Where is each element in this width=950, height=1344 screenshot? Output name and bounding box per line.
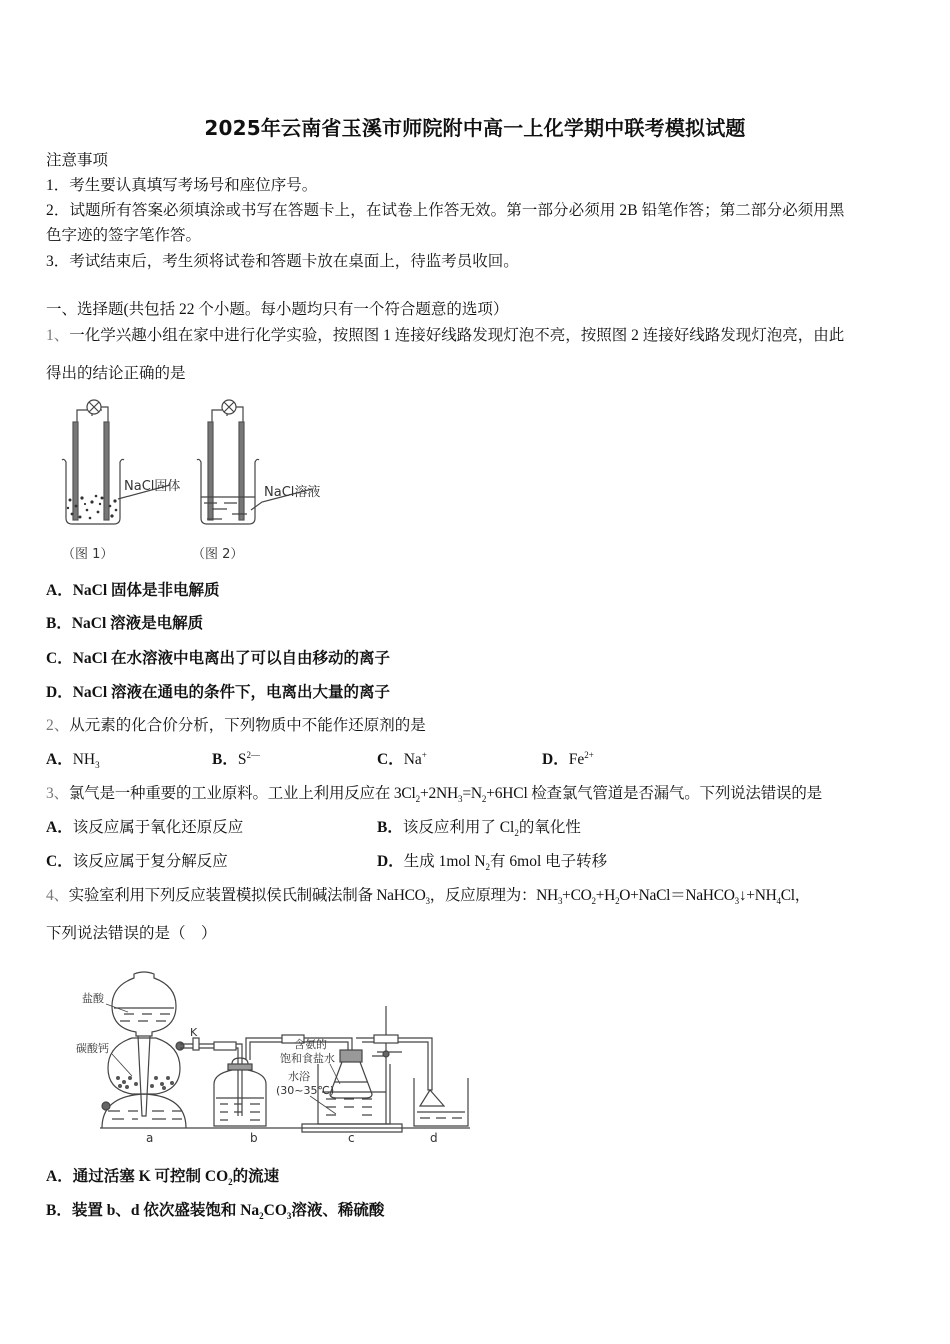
- label-stopcock-k: K: [190, 1026, 198, 1039]
- option-b[interactable]: B．NaCl 溶液是电解质: [46, 615, 204, 632]
- option-b[interactable]: B．该反应利用了 $Cl_2$的氧化性: [377, 819, 581, 839]
- option-a[interactable]: A．通过活塞 K 可控制 $CO_2$的流速: [46, 1168, 280, 1188]
- option-a[interactable]: A．该反应属于氧化还原反应: [46, 819, 244, 836]
- notice-item-2-cont: 色字迹的签字笔作答。: [46, 227, 202, 244]
- question-2-stem: 2、从元素的化合价分析，下列物质中不能作还原剂的是: [46, 717, 426, 734]
- label-bath-1: 水浴: [288, 1070, 310, 1083]
- option-d[interactable]: D．$Fe^{2+}$: [542, 749, 594, 768]
- label-nacl-solid: NaCl固体: [124, 479, 181, 494]
- question-3-stem: 3、氯气是一种重要的工业原料。工业上利用反应在 $3Cl_2+2NH_3=N_2+6HCl$ 检查氯气管道是否漏气。下列说法错误的是: [46, 785, 822, 805]
- question-4-stem: 4、实验室利用下列反应装置模拟侯氏制碱法制备 NaHCO$_3$，反应原理为：$NH_3+CO_2+H_2O+NaCl=NaHCO_3↓+NH_4Cl$，: [46, 887, 810, 907]
- question-1-stem: 1、一化学兴趣小组在家中进行化学实验，按照图 1 连接好线路发现灯泡不亮，按照图 2 连接好线路发现灯泡亮，由此: [46, 327, 845, 344]
- label-brine-1: 含氨的: [294, 1038, 327, 1051]
- question-1-figure: [52, 392, 342, 567]
- caption-d: d: [430, 1131, 438, 1145]
- option-b[interactable]: B．装置 b、d 依次盛装饱和 $Na_2CO_3$溶液、稀硫酸: [46, 1202, 385, 1222]
- option-c[interactable]: C．该反应属于复分解反应: [46, 853, 228, 870]
- notice-heading: 注意事项: [46, 152, 109, 169]
- notice-item-2: 2．试题所有答案必须填涂或书写在答题卡上，在试卷上作答无效。第一部分必须用 2B 铅笔作答；第二部分必须用黑: [46, 202, 845, 219]
- caption-fig-1: （图 1）: [62, 547, 114, 562]
- option-a[interactable]: A．$NH_3$: [46, 751, 100, 771]
- caption-b: b: [250, 1131, 258, 1145]
- question-4-figure: [72, 966, 477, 1148]
- question-1-stem-cont: 得出的结论正确的是: [46, 365, 186, 382]
- question-number: 1、: [46, 327, 70, 344]
- option-d[interactable]: D．NaCl 溶液在通电的条件下，电离出大量的离子: [46, 684, 391, 701]
- caption-a: a: [146, 1131, 154, 1145]
- label-brine-2: 饱和食盐水: [280, 1052, 335, 1065]
- label-hcl: 盐酸: [82, 992, 104, 1005]
- label-nacl-solution: NaCl溶液: [264, 485, 321, 500]
- caption-c: c: [348, 1131, 355, 1145]
- option-d[interactable]: D．生成 1mol $N_2$有 6mol 电子转移: [377, 853, 608, 873]
- section-heading: 一、选择题(共包括 22 个小题。每小题均只有一个符合题意的选项）: [46, 301, 509, 318]
- option-b[interactable]: B．$S^{2—}$: [212, 749, 260, 768]
- caption-fig-2: （图 2）: [192, 547, 244, 562]
- electrolyte-diagram: [52, 392, 342, 567]
- option-c[interactable]: C．NaCl 在水溶液中电离出了可以自由移动的离子: [46, 650, 391, 667]
- notice-item-1: 1．考生要认真填写考场号和座位序号。: [46, 177, 318, 194]
- page-title: 2025年云南省玉溪市师院附中高一上化学期中联考模拟试题: [204, 116, 746, 140]
- label-bath-2: (30~35℃): [276, 1084, 335, 1097]
- option-a[interactable]: A．NaCl 固体是非电解质: [46, 582, 220, 599]
- option-c[interactable]: C．Na+: [377, 749, 427, 768]
- apparatus-diagram: [72, 966, 477, 1148]
- label-caco3: 碳酸钙: [76, 1042, 109, 1055]
- question-4-stem-cont: 下列说法错误的是（ ）: [46, 925, 217, 942]
- notice-item-3: 3．考试结束后，考生须将试卷和答题卡放在桌面上，待监考员收回。: [46, 253, 519, 270]
